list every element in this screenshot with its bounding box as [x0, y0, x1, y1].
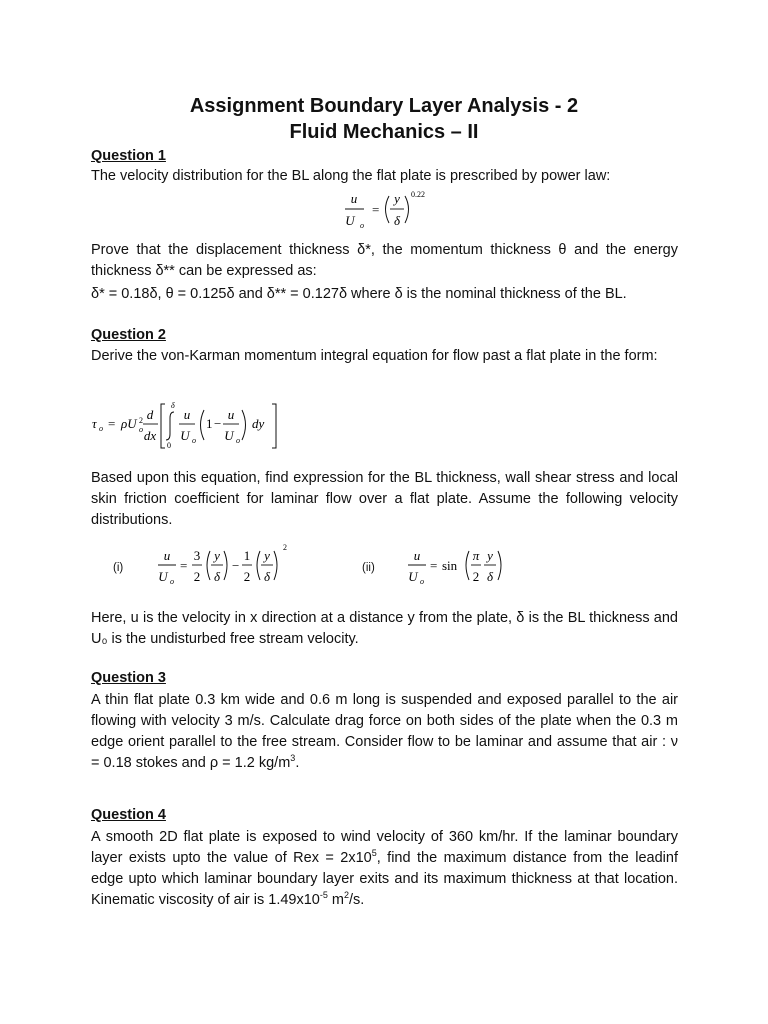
equation-label-i: (i) — [113, 562, 124, 574]
svg-text:u: u — [227, 407, 235, 422]
svg-text:o: o — [420, 577, 424, 586]
svg-text:δ: δ — [486, 569, 494, 584]
svg-text:=: = — [372, 202, 380, 217]
question-3-heading: Question 3 — [91, 670, 166, 686]
question-3-sup-3: 3 — [290, 753, 296, 763]
svg-text:0.22: 0.22 — [411, 190, 425, 199]
svg-text:o: o — [192, 436, 196, 445]
question-4-body-2: , find the maximum distance from the leadinf edge upto which laminar boundary layer exits and its maximum thickness at that location. Kinematic viscosity of air is 1.49x10 — [91, 850, 678, 908]
svg-text:o: o — [236, 436, 240, 445]
svg-text:τ: τ — [92, 416, 97, 431]
svg-text:1: 1 — [206, 416, 213, 431]
question-1-heading: Question 1 — [91, 148, 166, 164]
document-subtitle: Fluid Mechanics – II — [289, 121, 479, 143]
svg-text:U: U — [158, 569, 168, 584]
von-karman-equation — [90, 398, 290, 454]
svg-text:=: = — [180, 558, 188, 573]
svg-text:u: u — [350, 191, 358, 206]
question-4-text — [91, 827, 678, 911]
question-4-sup-minus5: -5 — [319, 890, 328, 900]
svg-text:u: u — [413, 548, 421, 563]
equation-label-ii: (ii) — [362, 562, 375, 574]
svg-text:u: u — [163, 548, 171, 563]
question-4-sup-5: 5 — [371, 848, 377, 858]
question-3-end: . — [295, 755, 300, 771]
svg-text:ρU: ρU — [121, 416, 137, 431]
svg-text:2: 2 — [139, 416, 143, 425]
document-title: Assignment Boundary Layer Analysis - 2 — [189, 95, 579, 117]
svg-text:u: u — [183, 407, 191, 422]
svg-text:dx: dx — [143, 428, 157, 443]
svg-text:sin: sin — [442, 558, 458, 573]
velocity-profile-ii — [402, 542, 522, 590]
svg-text:2: 2 — [193, 569, 201, 584]
question-2-text-a: Based upon this equation, find expression for the BL thickness, wall shear stress and local skin friction coefficient for laminar flow over a flat plate. Assume the following velocity distributions. — [91, 470, 678, 528]
question-1-text-a: Prove that the displacement thickness δ*, the momentum thickness θ and the energy thickness δ** can be expressed as: — [91, 242, 678, 279]
svg-text:U: U — [224, 428, 234, 443]
svg-text:o: o — [170, 577, 174, 586]
question-1-text-b: δ* = 0.18δ, θ = 0.125δ and δ** = 0.127δ where δ is the nominal thickness of the BL. — [91, 286, 627, 302]
question-2-text-b: Here, u is the velocity in x direction at a distance y from the plate, δ is the BL thickness and U₀ is the undisturbed free stream velocity. — [91, 610, 678, 647]
power-law-equation — [340, 188, 440, 238]
question-4-heading: Question 4 — [91, 807, 166, 823]
question-2-intro: Derive the von-Karman momentum integral equation for flow past a flat plate in the form: — [91, 348, 658, 364]
svg-text:U: U — [408, 569, 418, 584]
question-4-body-3: m — [327, 892, 344, 908]
svg-text:−: − — [214, 416, 222, 431]
svg-text:0: 0 — [167, 441, 171, 450]
svg-text:π: π — [472, 548, 480, 563]
svg-text:o: o — [139, 425, 143, 434]
svg-text:U: U — [180, 428, 190, 443]
svg-text:δ: δ — [393, 213, 401, 228]
svg-text:1: 1 — [243, 548, 251, 563]
svg-text:o: o — [360, 221, 364, 230]
question-3-body: A thin flat plate 0.3 km wide and 0.6 m long is suspended and exposed parallel to the air flowing with velocity 3 m/s. Calculate drag force on both sides of the plate when the 0.3 m edge orient parallel to the free stream. Consider flow to be laminar and assume that air : ν = 0.18 stokes and ρ = 1.2 kg/m — [91, 692, 678, 771]
velocity-profile-i — [152, 542, 302, 590]
svg-text:−: − — [232, 558, 240, 573]
svg-text:y: y — [214, 548, 220, 563]
svg-text:δ: δ — [171, 401, 175, 410]
svg-text:d: d — [146, 407, 154, 422]
svg-text:y: y — [487, 548, 493, 563]
svg-text:=: = — [430, 558, 438, 573]
svg-text:2: 2 — [283, 543, 287, 552]
question-1-intro: The velocity distribution for the BL along the flat plate is prescribed by power law: — [91, 168, 611, 184]
question-3-text — [91, 690, 678, 774]
svg-text:δ: δ — [263, 569, 271, 584]
svg-text:U: U — [345, 213, 355, 228]
svg-text:dy: dy — [252, 416, 265, 431]
svg-text:2: 2 — [243, 569, 251, 584]
svg-text:o: o — [99, 424, 103, 433]
question-2-heading: Question 2 — [91, 327, 166, 343]
svg-text:3: 3 — [193, 548, 201, 563]
svg-text:δ: δ — [213, 569, 221, 584]
question-4-body-4: /s. — [349, 892, 365, 908]
svg-text:y: y — [264, 548, 270, 563]
question-4-sup-2: 2 — [344, 890, 350, 900]
svg-text:=: = — [108, 416, 116, 431]
svg-text:2: 2 — [472, 569, 480, 584]
svg-text:y: y — [394, 191, 400, 206]
question-4-body-1: A smooth 2D flat plate is exposed to wind velocity of 360 km/hr. If the laminar boundary layer exists upto the value of Rex = 2x10 — [91, 829, 678, 866]
